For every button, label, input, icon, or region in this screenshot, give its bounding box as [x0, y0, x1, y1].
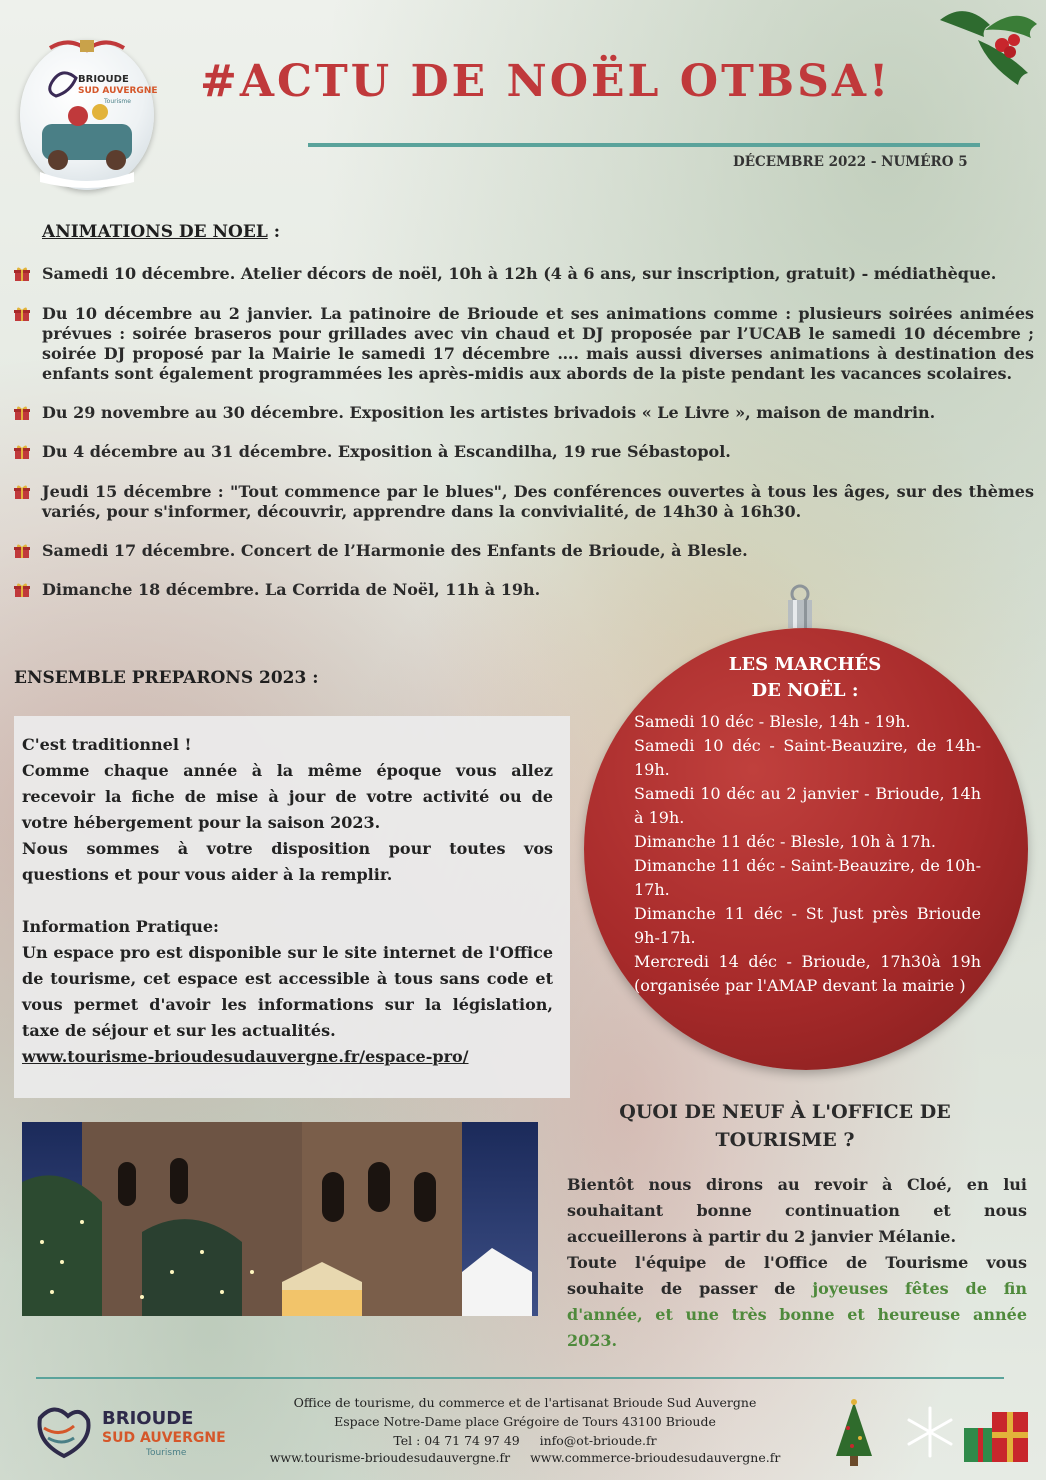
event-text: Dimanche 18 décembre. La Corrida de Noël, 11h à 19h.	[42, 580, 541, 599]
market-item: Dimanche 11 déc - Saint-Beauzire, de 10h-17h.	[634, 856, 982, 899]
prep-p2: Comme chaque année à la même époque vous allez recevoir la fiche de mise à jour de votre activité ou de votre hébergement pour la saison 2023.	[22, 761, 553, 832]
footer-line3: Tel : 04 71 74 97 49 info@ot-brioude.fr	[393, 1433, 657, 1448]
gifts-icon	[962, 1398, 1032, 1466]
footer-address	[240, 1393, 810, 1450]
market-item: Samedi 10 déc - Blesle, 14h - 19h.	[634, 712, 911, 731]
footer-divider	[36, 1377, 1004, 1379]
prep-p4: Information Pratique:	[22, 917, 219, 936]
event-item	[14, 541, 1034, 561]
event-item	[14, 403, 1034, 423]
prep-p5: Un espace pro est disponible sur le site internet de l'Office de tourisme, cet espace est accessible à tous sans code et vous permet d'avoir les informations sur la législation, taxe de séjour et sur les actualités.	[22, 943, 553, 1040]
event-item	[14, 442, 1034, 462]
event-text: Du 4 décembre au 31 décembre. Exposition à Escandilha, 19 rue Sébastopol.	[42, 442, 731, 461]
market-item: Dimanche 11 déc - Blesle, 10h à 17h.	[634, 832, 936, 851]
issue-date: DÉCEMBRE 2022 - NUMÉRO 5	[733, 154, 968, 170]
footer-logo	[30, 1398, 226, 1464]
footer-links	[240, 1450, 810, 1465]
logo-line3: Tourisme	[104, 98, 131, 105]
animations-heading-text: ANIMATIONS DE NOEL	[42, 222, 268, 242]
gift-bullet-icon	[14, 543, 30, 559]
gift-bullet-icon	[14, 266, 30, 282]
news-p1: Bientôt nous dirons au revoir à Cloé, en lui souhaitant bonne continuation et nous accueillerons à partir du 2 janvier Mélanie.	[567, 1175, 1027, 1246]
gift-bullet-icon	[14, 582, 30, 598]
market-item: Dimanche 11 déc - St Just près Brioude 9h-17h.	[634, 904, 981, 947]
news-p2-start: Toute l'équipe de l'Office de Tourisme vous souhaite de passer de	[567, 1253, 1027, 1298]
logo-art	[20, 40, 154, 190]
prep-p3: Nous sommes à votre disposition pour toutes vos questions et pour vous aider à la remplir.	[22, 839, 553, 884]
news-p2	[567, 1250, 1027, 1354]
gift-bullet-icon	[14, 484, 30, 500]
brand-logo-ornament	[20, 40, 158, 190]
christmas-tree-icon	[832, 1398, 876, 1468]
event-text: Samedi 10 décembre. Atelier décors de noël, 10h à 12h (4 à 6 ans, sur inscription, gratuit) - médiathèque.	[42, 264, 997, 283]
footer-logo-line2: SUD AUVERGNE	[102, 1430, 226, 1446]
event-item	[14, 482, 1034, 522]
markets-list	[634, 710, 981, 998]
holly-icon	[930, 0, 1040, 95]
page-title: #ACTU DE NOËL OTBSA!	[200, 56, 892, 107]
basilica-christmas-market-photo	[22, 1122, 538, 1316]
footer-site-commerce[interactable]: www.commerce-brioudesudauvergne.fr	[530, 1450, 781, 1465]
prep-heading: ENSEMBLE PREPARONS 2023 :	[14, 668, 319, 688]
event-text: Jeudi 15 décembre : "Tout commence par le blues", Des conférences ouvertes à tous les âges, sur des thèmes variés, pour s'informer, découvrir, apprendre dans la convivialité, de 14h30 à 16h30.	[42, 482, 1034, 521]
prep-text	[22, 732, 553, 1070]
footer-site-tourisme[interactable]: www.tourisme-brioudesudauvergne.fr	[269, 1450, 511, 1465]
animations-heading-suffix: :	[267, 222, 280, 242]
event-item	[14, 264, 1034, 284]
gift-bullet-icon	[14, 306, 30, 322]
gift-bullet-icon	[14, 444, 30, 460]
news-p2-wishes: joyeuses fêtes de fin d'année, et une très bonne et heureuse année 2023.	[567, 1279, 1028, 1350]
markets-title-line2: DE NOËL :	[751, 680, 859, 701]
espace-pro-link[interactable]: www.tourisme-brioudesudauvergne.fr/espace-pro/	[22, 1047, 469, 1066]
gift-bullet-icon	[14, 405, 30, 421]
logo-line1: BRIOUDE	[78, 74, 129, 85]
markets-title	[700, 652, 910, 704]
snowflake-icon	[902, 1404, 958, 1460]
footer-line2: Espace Notre-Dame place Grégoire de Tours 43100 Brioude	[334, 1414, 716, 1429]
footer-logo-mark-icon	[30, 1398, 96, 1464]
prep-p1: C'est traditionnel !	[22, 735, 192, 754]
news-heading: QUOI DE NEUF À L'OFFICE DE TOURISME ?	[619, 1101, 951, 1151]
ornament-cap-icon	[780, 584, 820, 628]
market-item: Mercredi 14 déc - Brioude, 17h30à 19h (organisée par l'AMAP devant la mairie )	[634, 952, 981, 995]
title-divider	[308, 143, 980, 147]
footer-line1: Office de tourisme, du commerce et de l'artisanat Brioude Sud Auvergne	[293, 1395, 757, 1410]
market-item: Samedi 10 déc - Saint-Beauzire, de 14h-19h.	[634, 736, 981, 779]
prep-spacer	[22, 888, 553, 914]
footer-logo-line3: Tourisme	[146, 1448, 187, 1458]
animations-heading	[42, 222, 280, 242]
event-text: Du 10 décembre au 2 janvier. La patinoire de Brioude et ses animations comme : plusieurs soirées animées prévues : soirée braseros pour grillades avec vin chaud et DJ proposée par l’UCAB le samedi 10 décembre ; soirée DJ proposé par la Mairie le samedi 17 décembre …. mais aussi diverses animations à destination des enfants sont également programmées les après-midis aux abords de la piste pendant les vacances scolaires.	[42, 304, 1034, 383]
logo-line2: SUD AUVERGNE	[78, 86, 158, 96]
market-item: Samedi 10 déc au 2 janvier - Brioude, 14h à 19h.	[634, 784, 981, 827]
markets-title-line1: LES MARCHÉS	[728, 654, 882, 675]
event-item	[14, 580, 1034, 600]
footer-logo-line1: BRIOUDE	[102, 1408, 194, 1429]
news-text	[567, 1172, 1027, 1354]
event-text: Samedi 17 décembre. Concert de l’Harmonie des Enfants de Brioude, à Blesle.	[42, 541, 748, 560]
event-text: Du 29 novembre au 30 décembre. Exposition les artistes brivadois « Le Livre », maison de mandrin.	[42, 403, 936, 422]
event-item	[14, 304, 1034, 384]
